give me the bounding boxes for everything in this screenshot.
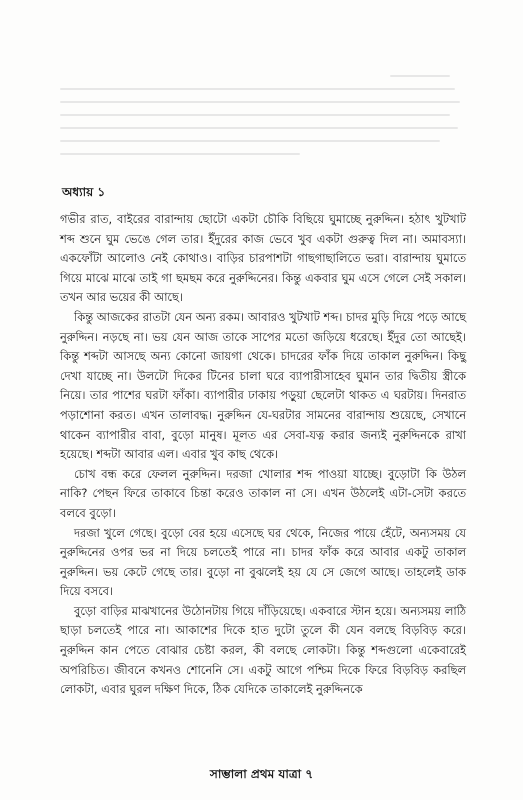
paragraph-3: চোখ বন্ধ করে ফেলল নুরুদ্দিন। দরজা খোলার শব্দ পাওয়া যাচ্ছে। বুড়োটা কি উঠল নাকি? পেছন ফিরে তাকাবে চিন্তা করেও তাকাল না সে। এখন উঠলেই এটা-সেটা করতে বলবে বুড়ো। <box>60 466 466 520</box>
bleed-through-text <box>60 75 460 170</box>
paragraph-1: গভীর রাত, বাইরের বারান্দায় ছোটো একটা চৌকি বিছিয়ে ঘুমাচ্ছে নুরুদ্দিন। হঠাৎ খুটখাট শব্দ শুনে ঘুম ভেঙে গেল তার। ইঁদুরের কাজ ভেবে খুব একটা গুরুত্ব দিল না। অমাবস্যা। একফোঁটা আলোও নেই কোথাও। বাড়ির চারপাশটা গাছগাছালিতে ভরা। বারান্দায় ঘুমাতে গিয়ে মাঝে মাঝে তাই গা ছমছম করে নুরুদ্দিনের। কিন্তু একবার ঘুম এসে গেলে সেই সকাল। তখন আর ভয়ের কী আছে। <box>60 212 466 305</box>
paragraph-5: বুড়ো বাড়ির মাঝখানের উঠোনটায় গিয়ে দাঁড়িয়েছে। একবারে স্টান হয়ে। অন্যসময় লাঠি ছাড়া চলতেই পারে না। আকাশের দিকে হাত দুটো তুলে কী যেন বলছে বিড়বিড় করে। নুরুদ্দিন কান পেতে বোঝার চেষ্টা করল, কী বলছে লোকটা। কিন্তু শব্দগুলো একেবারেই অপরিচিত। জীবনে কখনও শোনেনি সে। একটু আগে পশ্চিম দিকে ফিরে বিড়বিড় করছিল লোকটা, এবার ঘুরল দক্ষিণ দিকে, ঠিক যেদিকে তাকালেই নুরুদ্দিনকে <box>60 603 466 697</box>
page-footer: সাম্ভালা প্রথম যাত্রা ৭ <box>209 767 314 781</box>
body-text <box>60 210 466 700</box>
paragraph-4: দরজা খুলে গেছে। বুড়ো বের হয়ে এসেছে ঘর থেকে, নিজের পায়ে হেঁটে, অন্যসময় যে নুরুদ্দিনের ওপর ভর না দিয়ে চলতেই পারে না। চাদর ফাঁক করে আবার একটু তাকাল নুরুদ্দিন। ভয় কেটে গেছে তার। বুড়ো না বুঝলেই হয় যে সে জেগে আছে। তাহলেই ডাক দিয়ে বসবে। <box>60 525 466 599</box>
chapter-heading: অধ্যায় ১ <box>62 185 106 199</box>
paragraph-2: কিন্তু আজকের রাতটা যেন অন্য রকম। আবারও খুটখাট শব্দ। চাদর মুড়ি দিয়ে পড়ে আছে নুরুদ্দিন। নড়ছে না। ভয় যেন আজ তাকে সাপের মতো জড়িয়ে ধরেছে। ইঁদুর তো আছেই। কিন্তু শব্দটা আসছে অন্য কোনো জায়গা থেকে। চাদরের ফাঁক দিয়ে তাকাল নুরুদ্দিন। কিছু দেখা যাচ্ছে না। উলটো দিকের টিনের চালা ঘরে ব্যাপারীসাহেব ঘুমান তার দ্বিতীয় স্ত্রীকে নিয়ে। তার পাশের ঘরটা ফাঁকা। ব্যাপারীর ঢাকায় পড়ুয়া ছেলেটা থাকত এ ঘরটায়। দিনরাত পড়াশোনা করত। এখন তালাবদ্ধ। নুরুদ্দিন যে-ঘরটার সামনের বারান্দায় শুয়েছে, সেখানে থাকেন ব্যাপারীর বাবা, বুড়ো মানুষ। মূলত এর সেবা-যত্ন করার জন্যই নুরুদ্দিনকে রাখা হয়েছে। শব্দটা আবার এল। এবার খুব কাছ থেকে। <box>60 309 466 462</box>
